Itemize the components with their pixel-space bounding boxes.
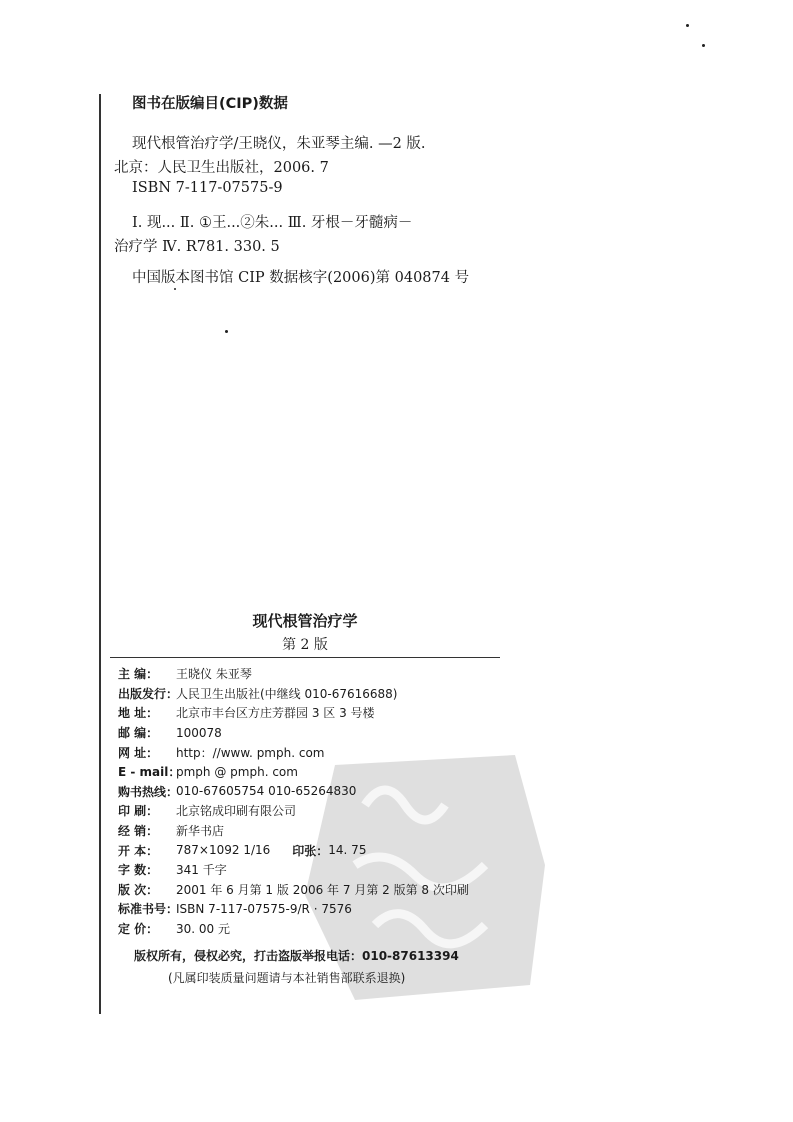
cip-line: ISBN 7-117-07575-9 xyxy=(132,180,283,196)
table-row xyxy=(118,919,638,939)
field-value: 30. 00 元 xyxy=(176,922,230,937)
field-value: 北京市丰台区方庄芳群园 3 区 3 号楼 xyxy=(176,706,375,721)
field-value: 2001 年 6 月第 1 版 2006 年 7 月第 2 版第 8 次印刷 xyxy=(176,882,469,897)
field-value: http：//www. pmph. com xyxy=(176,745,325,760)
field-label: 出版发行： xyxy=(118,686,179,701)
field-value: 010-67605754 010-65264830 xyxy=(176,784,357,799)
table-row xyxy=(118,664,638,684)
speck xyxy=(702,44,705,47)
cip-line: 北京：人民卫生出版社，2006. 7 xyxy=(114,160,329,176)
sheets-label: 印张： xyxy=(292,843,329,858)
cip-block xyxy=(114,92,534,286)
field-value: 北京铭成印刷有限公司 xyxy=(176,804,297,819)
field-label: 邮 编： xyxy=(118,726,159,741)
field-label: 主 编： xyxy=(118,667,159,682)
field-label: 印 刷： xyxy=(118,804,159,819)
field-label: 字 数： xyxy=(118,863,159,878)
table-row xyxy=(118,860,638,880)
field-label: 地 址： xyxy=(118,706,159,721)
field-value: 新华书店 xyxy=(176,824,225,839)
field-value: pmph @ pmph. com xyxy=(176,764,298,779)
field-label: 开 本： xyxy=(118,843,159,858)
field-value: ISBN 7-117-07575-9/R · 7576 xyxy=(176,901,352,916)
title-rule xyxy=(110,657,500,658)
copyright-notice: 版权所有，侵权必究，打击盗版举报电话：010-87613394 xyxy=(134,949,459,963)
field-label: 标准书号： xyxy=(118,902,179,917)
return-notice: (凡属印装质量问题请与本社销售部联系退换) xyxy=(168,971,406,985)
table-row xyxy=(118,684,638,704)
table-row xyxy=(118,821,638,841)
cip-line: 治疗学 Ⅳ. R781. 330. 5 xyxy=(114,239,280,255)
sheets-value: 14. 75 xyxy=(328,843,367,858)
table-row xyxy=(118,840,638,860)
book-title: 现代根管治疗学 xyxy=(252,612,358,630)
cip-line: Ⅰ. 现... Ⅱ. ①王...②朱... Ⅲ. 牙根－牙髓病－ xyxy=(132,215,413,231)
table-row xyxy=(118,782,638,802)
margin-rule xyxy=(99,94,101,1014)
field-value: 王晓仪 朱亚琴 xyxy=(176,667,252,682)
field-label: E - mail： xyxy=(118,765,181,780)
table-row xyxy=(118,723,638,743)
field-value: 787×1092 1/16 xyxy=(176,843,271,858)
speck xyxy=(174,288,176,290)
field-label: 版 次： xyxy=(118,882,159,897)
edition-label: 第 2 版 xyxy=(282,637,328,653)
field-value: 100078 xyxy=(176,725,222,740)
field-label: 定 价： xyxy=(118,922,159,937)
colophon-table xyxy=(118,664,638,938)
field-label: 购书热线： xyxy=(118,784,179,799)
speck xyxy=(686,24,689,27)
table-row xyxy=(118,880,638,900)
speck xyxy=(225,330,228,333)
cip-heading: 图书在版编目(CIP)数据 xyxy=(132,96,288,112)
table-row xyxy=(118,742,638,762)
field-value: 341 千字 xyxy=(176,863,227,878)
table-row xyxy=(118,762,638,782)
table-row xyxy=(118,801,638,821)
field-label: 经 销： xyxy=(118,824,159,839)
field-value: 人民卫生出版社(中继线 010-67616688) xyxy=(176,686,398,701)
cip-line: 中国版本图书馆 CIP 数据核字(2006)第 040874 号 xyxy=(132,270,470,286)
field-label: 网 址： xyxy=(118,745,159,760)
cip-line: 现代根管治疗学/王晓仪，朱亚琴主编. —2 版. xyxy=(132,136,426,152)
table-row xyxy=(118,703,638,723)
table-row xyxy=(118,899,638,919)
